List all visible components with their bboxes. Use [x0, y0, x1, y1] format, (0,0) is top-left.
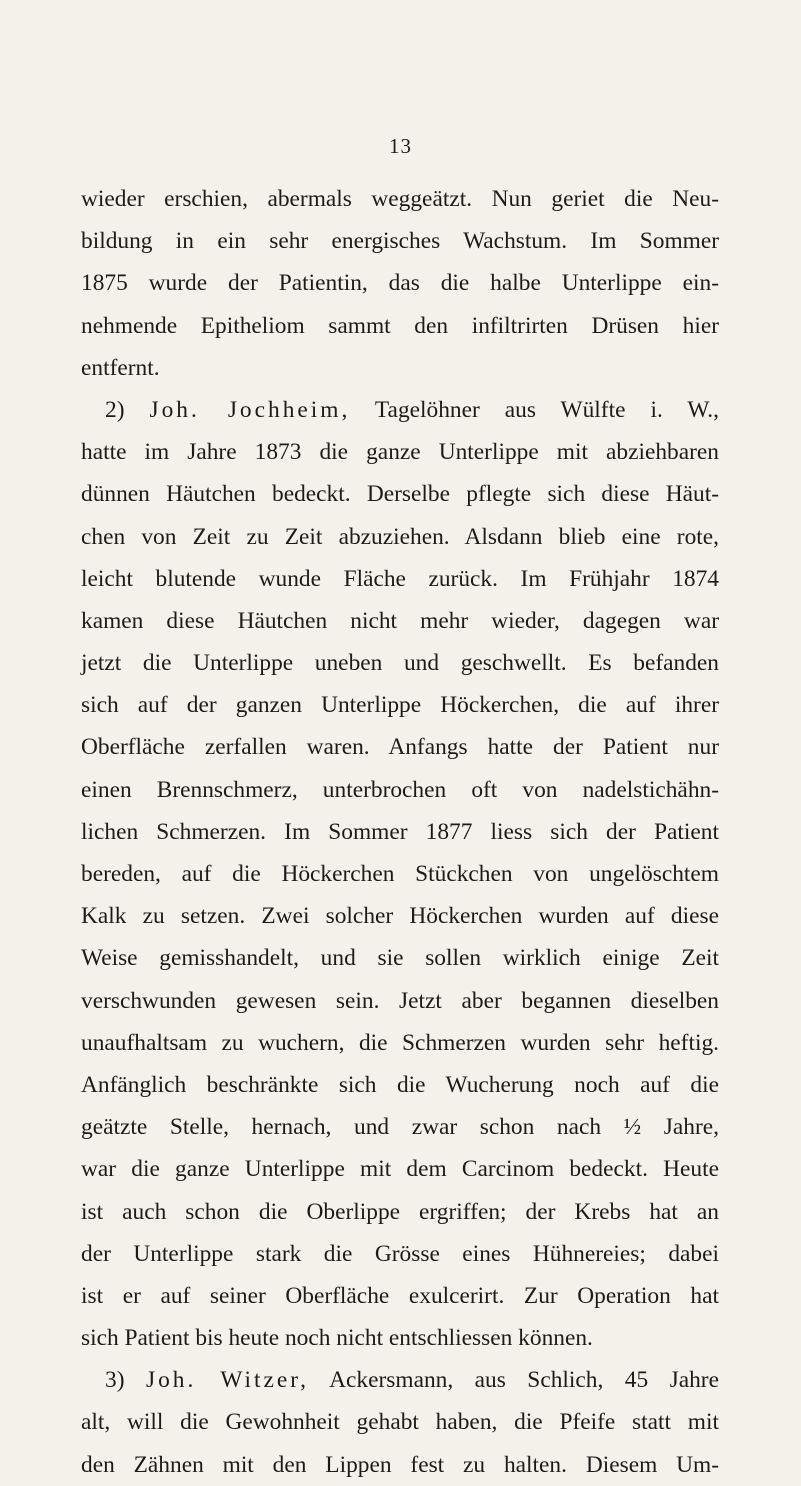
text-line: Ackersmann, aus Schlich, 45 Jahre: [329, 1367, 719, 1394]
text-line: sich Patient bis heute noch nicht entschliessen können.: [81, 1325, 593, 1352]
text-line: nehmende Epitheliom sammt den infiltrirten Drüsen hier: [81, 312, 719, 339]
text-line: war die ganze Unterlippe mit dem Carcinom bedeckt. Heute: [81, 1156, 719, 1183]
text-line: wieder erschien, abermals weggeätzt. Nun geriet die Neu-: [81, 186, 719, 212]
text-line: Tagelöhner aus Wülfte i. W.,: [374, 396, 719, 423]
text-line: verschwunden gewesen sein. Jetzt aber begannen dieselben: [81, 987, 719, 1014]
text-line: ist er auf seiner Oberfläche exulcerirt. Zur Operation hat: [81, 1282, 719, 1309]
case-3-heading-line: [81, 1359, 719, 1401]
text-line: Anfänglich beschränkte sich die Wucherung noch auf die: [81, 1071, 719, 1098]
text-line: 1875 wurde der Patientin, das die halbe Unterlippe ein-: [81, 270, 719, 297]
text-line: geätzte Stelle, hernach, und zwar schon nach ½ Jahre,: [81, 1114, 719, 1141]
text-line: jetzt die Unterlippe uneben und geschwellt. Es befanden: [81, 650, 719, 677]
page-number: 13: [389, 134, 412, 158]
text-line: Kalk zu setzen. Zwei solcher Höckerchen wurden auf diese: [81, 903, 719, 930]
case-3-name: Joh. Witzer,: [145, 1367, 309, 1394]
text-line: Oberfläche zerfallen waren. Anfangs hatte der Patient nur: [81, 734, 719, 761]
text-line: einen Brennschmerz, unterbrochen oft von nadelstichähn-: [81, 776, 719, 803]
text-line: kamen diese Häutchen nicht mehr wieder, dagegen war: [81, 607, 719, 634]
text-line: Weise gemisshandelt, und sie sollen wirklich einige Zeit: [81, 945, 719, 972]
text-line: der Unterlippe stark die Grösse eines Hühnereies; dabei: [81, 1240, 719, 1267]
text-line: entfernt.: [81, 354, 160, 381]
case-3-number: 3): [105, 1367, 125, 1394]
text-line: unaufhaltsam zu wuchern, die Schmerzen wurden sehr heftig.: [81, 1029, 719, 1056]
case-2-name: Joh. Jochheim,: [149, 396, 351, 423]
text-line: alt, will die Gewohnheit gehabt haben, die Pfeife statt mit: [81, 1409, 719, 1436]
text-line: lichen Schmerzen. Im Sommer 1877 liess sich der Patient: [81, 818, 719, 845]
text-line: bildung in ein sehr energisches Wachstum. Im Sommer: [81, 228, 719, 255]
case-2-heading-line: [81, 389, 719, 431]
text-line: leicht blutende wunde Fläche zurück. Im Frühjahr 1874: [81, 565, 719, 592]
text-line: bereden, auf die Höckerchen Stückchen von ungelöschtem: [81, 861, 719, 887]
body-text: [81, 178, 719, 1486]
case-2-number: 2): [105, 396, 125, 423]
text-line: sich auf der ganzen Unterlippe Höckerchen, die auf ihrer: [81, 692, 719, 719]
text-line: dünnen Häutchen bedeckt. Derselbe pflegte sich diese Häut-: [81, 481, 719, 508]
text-line: chen von Zeit zu Zeit abzuziehen. Alsdann blieb eine rote,: [81, 523, 719, 550]
text-line: ist auch schon die Oberlippe ergriffen; der Krebs hat an: [81, 1198, 719, 1225]
text-line: den Zähnen mit den Lippen fest zu halten. Diesem Um-: [81, 1451, 719, 1478]
text-line: hatte im Jahre 1873 die ganze Unterlippe mit abziehbaren: [81, 439, 719, 466]
